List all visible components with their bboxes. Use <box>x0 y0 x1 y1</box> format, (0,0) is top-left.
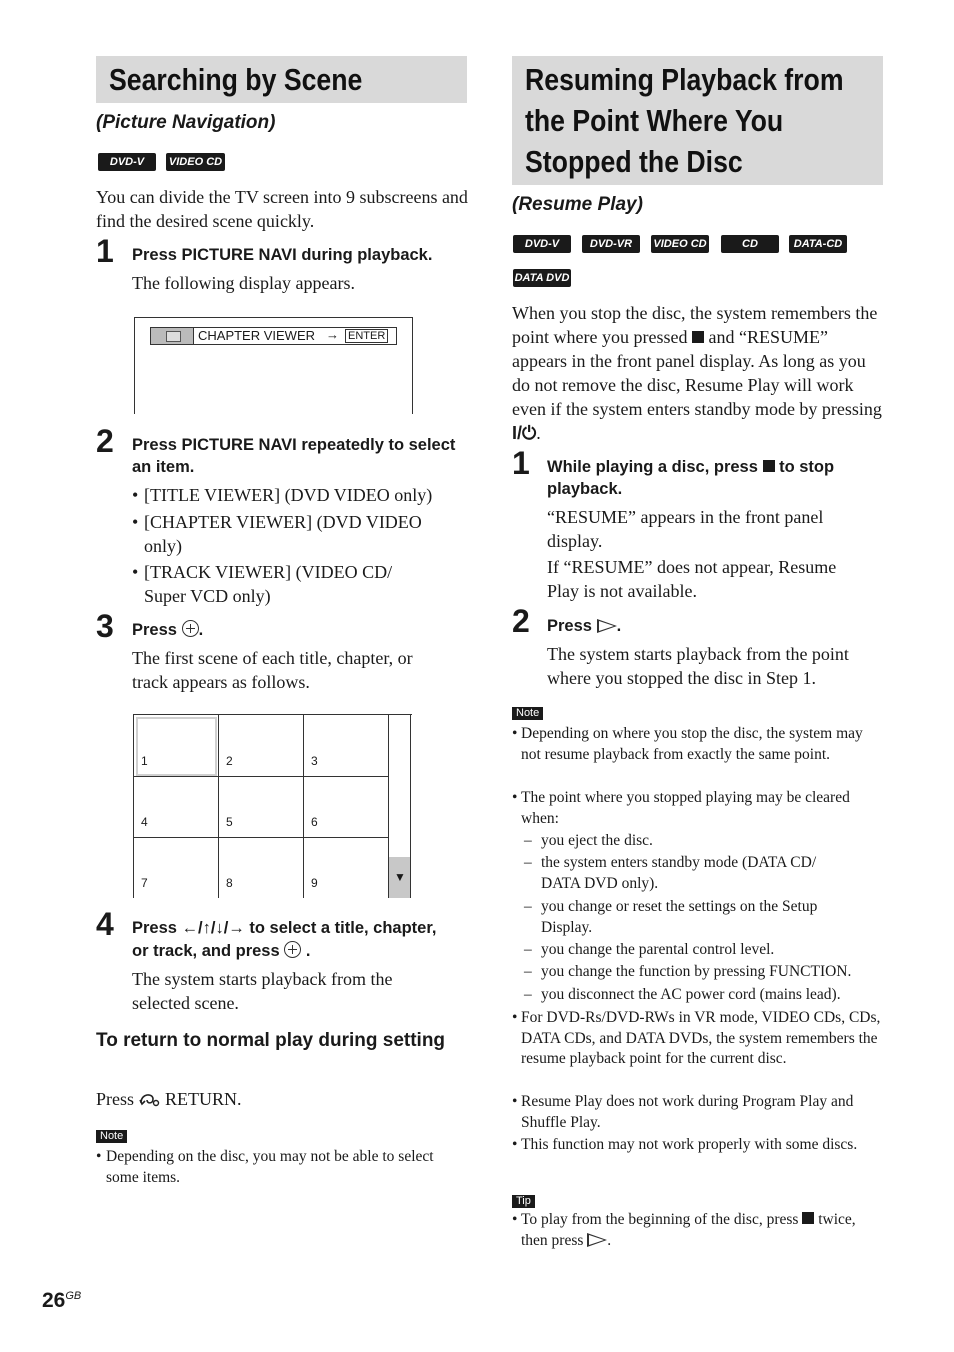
note-label: Note <box>96 1130 127 1143</box>
subsection-heading: To return to normal play during setting <box>96 1030 446 1051</box>
grid-cell <box>304 838 389 898</box>
scroll-down-icon[interactable]: ▼ <box>394 870 406 884</box>
return-icon <box>139 1091 161 1107</box>
enter-button-icon <box>182 620 199 637</box>
list-item: • [TRACK VIEWER] (VIDEO CD/ Super VCD only) <box>132 562 393 606</box>
power-icon: I/⏻ <box>512 423 537 443</box>
section-heading-box-left <box>96 56 467 103</box>
play-icon <box>587 1233 607 1247</box>
section-subheading: (Picture Navigation) <box>96 112 276 133</box>
badge-video-cd: VIDEO CD <box>166 153 225 171</box>
section-heading-box-right <box>512 56 883 185</box>
scene-grid <box>133 714 412 898</box>
note-subitem: – you change or reset the settings on the Setup Display. <box>524 898 818 936</box>
note-item: • The point where you stopped playing may be cleared when: <box>512 789 850 827</box>
page-number: $26^{GB}$ <box>42 1289 82 1312</box>
enter-key-label: ENTER <box>345 329 388 343</box>
display-viewer-label: CHAPTER VIEWER <box>198 328 316 343</box>
step-body: The system starts playback from the selected scene. <box>132 969 393 1013</box>
grid-label: 9 <box>311 876 318 890</box>
grid-cell <box>134 715 219 777</box>
step-body: The following display appears. <box>132 273 355 293</box>
step-body: “RESUME” appears in the front panel display. <box>547 507 824 551</box>
grid-label: 3 <box>311 754 318 768</box>
step-body: The system starts playback from the point where you stopped the disc in Step 1. <box>547 644 849 688</box>
step-title: While playing a disc, press to stop playback. <box>547 458 835 498</box>
return-instruction: Press RETURN. <box>96 1089 242 1109</box>
note-subitem: – you eject the disc. <box>524 832 653 849</box>
intro-paragraph: When you stop the disc, the system remembers the point where you pressed and “RESUME” appears in the front panel display. As long as you do not remove the disc, Resume Play will work even if the system enters standby mode by pressing I/⏻. <box>512 303 882 443</box>
note-item: • For DVD-Rs/DVD-RWs in VR mode, VIDEO CDs, CDs, DATA CDs, and DATA DVDs, the system remembers the resume playback point for the current disc. <box>512 1009 881 1067</box>
list-item: • [CHAPTER VIEWER] (DVD VIDEO only) <box>132 512 422 556</box>
stop-icon <box>802 1212 814 1224</box>
step-number: 2 <box>512 603 530 639</box>
grid-cell <box>219 838 304 898</box>
badge-dvd-v: DVD-V <box>98 153 156 171</box>
note-item: • Depending on where you stop the disc, the system may not resume playback from exactly the same point. <box>512 725 863 763</box>
selected-cell-highlight <box>136 717 217 776</box>
section-heading-line: Stopped the Disc <box>525 144 743 179</box>
list-item: • [TITLE VIEWER] (DVD VIDEO only) <box>132 485 433 505</box>
note-label: Note <box>512 707 543 720</box>
badge-dvd-vr: DVD-VR <box>582 235 640 253</box>
display-bar <box>150 327 397 345</box>
tip-label: Tip <box>512 1195 535 1208</box>
grid-label: 5 <box>226 815 233 829</box>
badge-dvd-v: DVD-V <box>513 235 571 253</box>
step-title: Press . <box>547 617 622 635</box>
badge-cd: CD <box>721 235 779 253</box>
grid-cell <box>219 715 304 777</box>
display-preview <box>134 317 413 414</box>
play-icon <box>597 619 617 633</box>
stop-icon <box>692 331 704 343</box>
screen-icon <box>151 328 194 344</box>
step-title: Press PICTURE NAVI repeatedly to select an item. <box>132 436 456 476</box>
badge-data-dvd: DATA DVD <box>513 269 571 287</box>
badge-data-cd: DATA-CD <box>789 235 847 253</box>
grid-cell <box>304 715 389 777</box>
step-number: 1 <box>96 233 114 269</box>
grid-cell <box>219 777 304 838</box>
step-title: Press ←/↑/↓/→ to select a title, chapter, <box>132 919 437 937</box>
step-title: Press . <box>132 621 204 639</box>
step-number: 1 <box>512 445 530 481</box>
note-subitem: – you change the function by pressing FUNCTION. <box>524 963 852 980</box>
note-item: • Resume Play does not work during Program Play and Shuffle Play. <box>512 1093 854 1131</box>
step-body: The first scene of each title, chapter, or track appears as follows. <box>132 648 413 692</box>
page-suffix: GB <box>65 1290 82 1302</box>
section-heading: Searching by Scene <box>109 62 363 97</box>
note-item: • Depending on the disc, you may not be able to select some items. <box>96 1148 434 1186</box>
badge-video-cd: VIDEO CD <box>651 235 709 253</box>
step-number: 2 <box>96 423 114 459</box>
note-subitem: – the system enters standby mode (DATA CD/ DATA DVD only). <box>524 854 817 892</box>
note-item: • This function may not work properly with some discs. <box>512 1136 858 1153</box>
step-title: Press PICTURE NAVI during playback. <box>132 246 433 264</box>
section-heading-line: Resuming Playback from <box>525 62 844 97</box>
enter-button-icon <box>284 941 301 958</box>
grid-label: 2 <box>226 754 233 768</box>
note-subitem: – you change the parental control level. <box>524 941 775 958</box>
step-title: or track, and press . <box>132 942 311 960</box>
grid-label: 8 <box>226 876 233 890</box>
step-number: 3 <box>96 608 114 644</box>
grid-label: 6 <box>311 815 318 829</box>
grid-label: 1 <box>141 754 148 768</box>
scroll-thumb[interactable] <box>389 857 410 898</box>
stop-icon <box>763 460 775 472</box>
section-subheading: (Resume Play) <box>512 194 643 215</box>
note-subitem: – you disconnect the AC power cord (mains lead). <box>524 986 841 1003</box>
arrow-right-icon: → <box>326 327 339 342</box>
section-heading-line: the Point Where You <box>525 103 784 138</box>
grid-cell <box>134 777 219 838</box>
grid-label: 7 <box>141 876 148 890</box>
tip-item: • To play from the beginning of the disc, press twice, then press . <box>512 1211 856 1249</box>
scrollbar[interactable] <box>389 715 411 898</box>
grid-label: 4 <box>141 815 148 829</box>
intro-paragraph: You can divide the TV screen into 9 subscreens and find the desired scene quickly. <box>96 187 468 231</box>
grid-cell <box>134 838 219 898</box>
step-number: 4 <box>96 906 114 942</box>
step-body: If “RESUME” does not appear, Resume Play is not available. <box>547 557 837 601</box>
grid-cell <box>304 777 389 838</box>
